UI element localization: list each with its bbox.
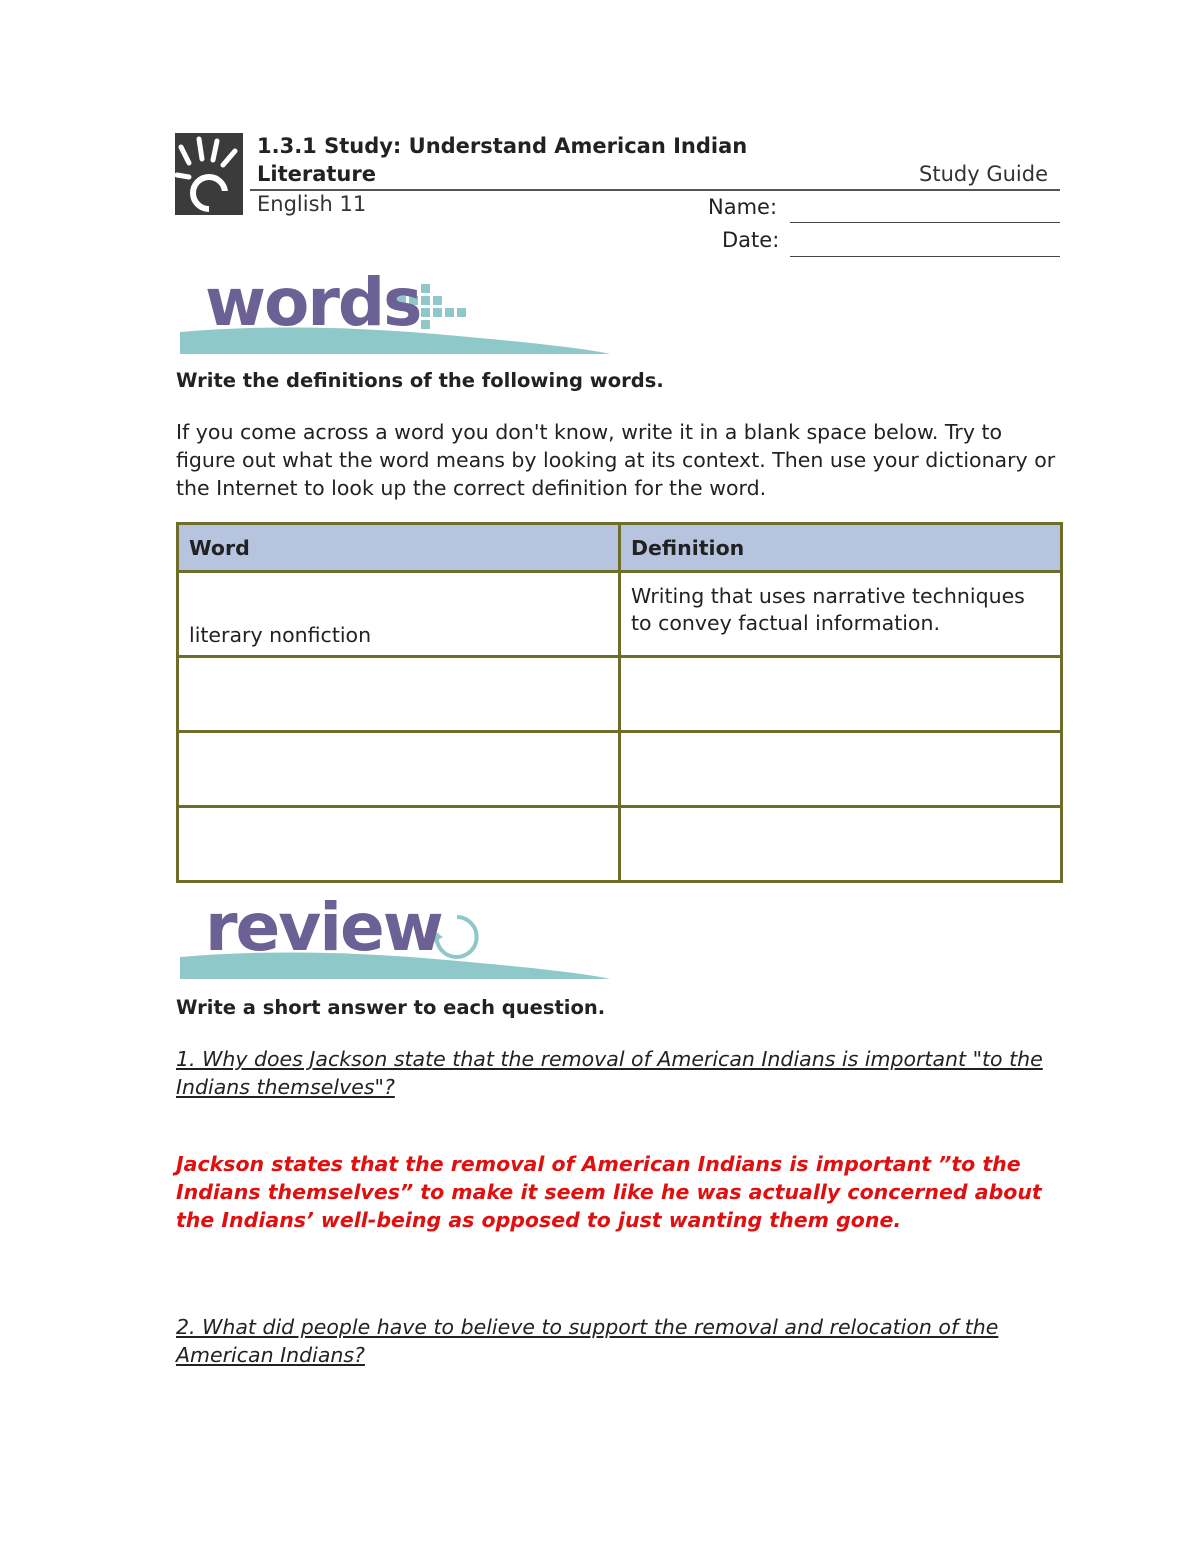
word-cell[interactable]: [178, 732, 620, 807]
definition-cell[interactable]: [620, 732, 1062, 807]
definition-cell[interactable]: [620, 807, 1062, 882]
table-row: [178, 732, 1062, 807]
document-title-line-1: 1.3.1 Study: Understand American Indian: [257, 134, 748, 158]
table-header-row: [178, 524, 1062, 572]
words-paragraph: If you come across a word you don't know, write it in a blank space below. Try to figure out what the word means by looking at its context. Then use your dictionary or the Internet to look up the correct definition for the word.: [176, 420, 1056, 500]
date-label: Date:: [722, 228, 780, 252]
vocabulary-table: [176, 522, 1063, 883]
document-type-label: Study Guide: [919, 162, 1048, 186]
word-cell[interactable]: literary nonfiction: [178, 572, 620, 657]
header-divider: [250, 189, 1060, 191]
definition-cell[interactable]: Writing that uses narrative techniques to convey factual information.: [620, 572, 1062, 657]
question-2: 2. What did people have to believe to support the removal and relocation of the American Indians?: [176, 1315, 999, 1367]
table-row: [178, 572, 1062, 657]
question-1: 1. Why does Jackson state that the removal of American Indians is important "to the Indians themselves"?: [176, 1047, 1043, 1099]
review-banner-text: review: [205, 889, 442, 966]
document-title-line-2: Literature: [257, 162, 376, 186]
table-row: [178, 657, 1062, 732]
words-banner-text: words: [205, 264, 421, 341]
word-cell[interactable]: [178, 807, 620, 882]
header-word: Word: [178, 524, 620, 572]
words-banner: [175, 264, 615, 360]
answer-1[interactable]: Jackson states that the removal of American Indians is important ”to the Indians themselves” to make it seem like he was actually concerned about the Indians’ well-being as opposed to just wanting them gone.: [176, 1152, 1042, 1232]
name-label: Name:: [708, 195, 778, 219]
review-instruction: Write a short answer to each question.: [176, 996, 606, 1019]
review-banner: [175, 889, 615, 985]
date-field[interactable]: [790, 256, 1060, 257]
definition-cell[interactable]: [620, 657, 1062, 732]
table-row: [178, 807, 1062, 882]
header-definition: Definition: [620, 524, 1062, 572]
words-instruction: Write the definitions of the following words.: [176, 369, 664, 392]
school-logo-icon: [175, 133, 243, 215]
name-field[interactable]: [790, 222, 1060, 223]
course-label: English 11: [257, 192, 367, 216]
word-cell[interactable]: [178, 657, 620, 732]
